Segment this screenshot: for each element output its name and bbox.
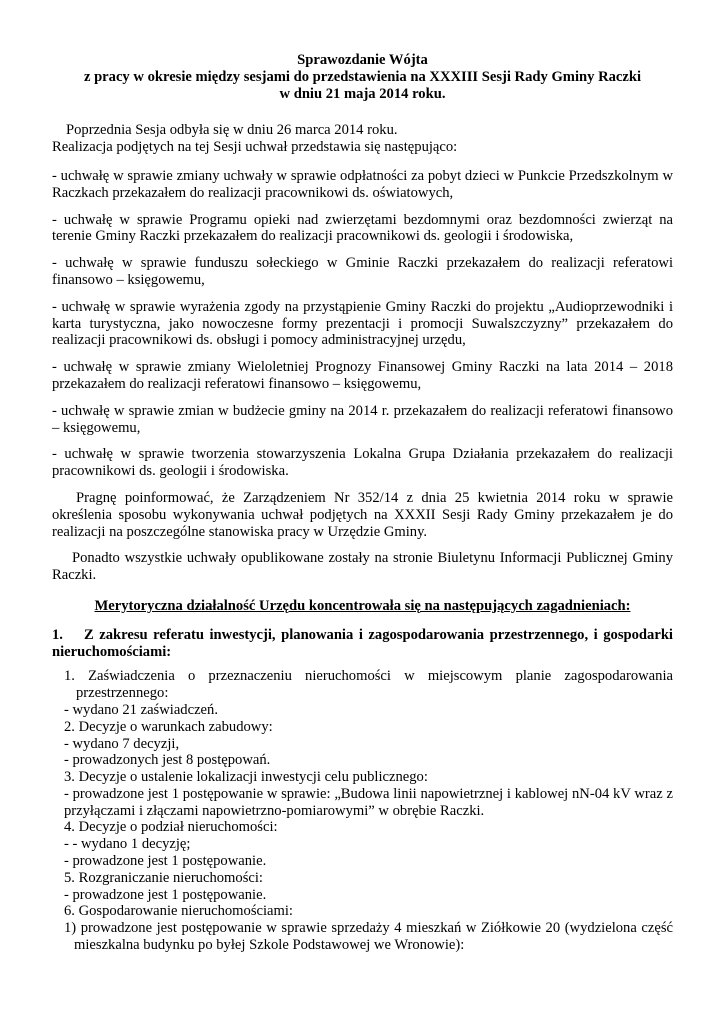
list-item: 3. Decyzje o ustalenie lokalizacji inwestycji celu publicznego: [64,769,428,786]
list-item: - prowadzone jest 1 postępowanie. [64,886,267,903]
list-item: - wydano 7 decyzji, [64,735,180,752]
title-line-1: Sprawozdanie Wójta [297,52,428,68]
report-title [52,52,673,102]
resolution-item: - uchwałę w sprawie zmiany uchwały w sprawie odpłatności za pobyt dzieci w Punkcie Przedszkolnym w Raczkach przekazałem do realizacji pracownikowi ds. oświatowych, [52,167,673,201]
list-item: 1. Zaświadczenia o przeznaczeniu nieruchomości w miejscowym planie zagospodarowania przestrzennego: [64,668,673,702]
intro-previous-session: Poprzednia Sesja odbyła się w dniu 26 marca 2014 roku. [66,122,398,139]
list-item: 2. Decyzje o warunkach zabudowy: [64,718,273,735]
subsection-heading [52,627,673,661]
resolution-item: - uchwałę w sprawie zmiany Wieloletniej Prognozy Finansowej Gminy Raczki na lata 2014 – 2018 przekazałem do realizacji referatowi finansowo – księgowemu, [52,359,673,392]
section-heading: Merytoryczna działalność Urzędu koncentrowała się na następujących zagadnieniach: [94,597,631,614]
resolution-item: - uchwałę w sprawie Programu opieki nad zwierzętami bezdomnymi oraz bezdomności zwierząt na terenie Gminy Raczki przekazałem do realizacji pracownikowi ds. geologii i środowiska, [52,211,673,245]
resolution-item: - uchwałę w sprawie funduszu sołeckiego w Gminie Raczki przekazałem do realizacji referatowi finansowo – księgowemu, [52,255,673,288]
title-line-2: z pracy w okresie między sesjami do przedstawienia na XXXIII Sesji Rady Gminy Raczki [83,68,642,85]
subsection-title: Z zakresu referatu inwestycji, planowania i zagospodarowania przestrzennego, i gospodarki nieruchomościami: [52,626,673,660]
list-item: - prowadzone jest 1 postępowanie. [64,853,267,870]
intro-realization: Realizacja podjętych na tej Sesji uchwał przedstawia się następująco: [52,139,458,156]
title-line-3: w dniu 21 maja 2014 roku. [279,85,446,102]
list-item: - prowadzone jest 1 postępowanie w sprawie: „Budowa linii napowietrznej i kablowej nN-04 kV wraz z przyłączami i złączami napowietrzno-pomiarowymi” w obrębie Raczki. [64,785,673,819]
list-item: 1) prowadzone jest postępowanie w sprawie sprzedaży 4 mieszkań w Ziółkowie 20 (wydzielona część mieszkalna budynku po byłej Szkole Podstawowej we Wronowie): [64,920,673,954]
activity-list [52,668,673,954]
list-item: 6. Gospodarowanie nieruchomościami: [64,903,293,920]
list-item: - prowadzonych jest 8 postępowań. [64,752,271,769]
subsection-number: 1. [52,626,63,643]
list-item: - wydano 21 zaświadczeń. [64,701,218,718]
resolution-item: - uchwałę w sprawie wyrażenia zgody na przystąpienie Gminy Raczki do projektu „Audioprzewodniki i karta turystyczna, jako nowoczesne formy prezentacji i promocji Suwalszczyzny” przekazałem do realizacji pracownikowi ds. obsługi i pomocy administracyjnej urzędu, [52,298,673,349]
order-paragraph: Pragnę poinformować, że Zarządzeniem Nr 352/14 z dnia 25 kwietnia 2014 roku w sprawie określenia sposobu wykonywania uchwał podjętych na XXXII Sesji Rady Gminy przekazałem je do realizacji na poszczególne stanowiska pracy w Urzędzie Gminy. [52,489,673,540]
resolution-item: - uchwałę w sprawie tworzenia stowarzyszenia Lokalna Grupa Działania przekazałem do realizacji pracownikowi ds. geologii i środowiska. [52,446,673,480]
list-item: 5. Rozgraniczanie nieruchomości: [64,869,263,886]
list-item: - - wydano 1 decyzję; [64,836,191,853]
resolution-item: - uchwałę w sprawie zmian w budżecie gminy na 2014 r. przekazałem do realizacji referatowi finansowo – księgowemu, [52,402,673,436]
list-item: 4. Decyzje o podział nieruchomości: [64,819,278,836]
bip-paragraph: Ponadto wszystkie uchwały opublikowane zostały na stronie Biuletynu Informacji Publicznej Gminy Raczki. [52,550,673,584]
